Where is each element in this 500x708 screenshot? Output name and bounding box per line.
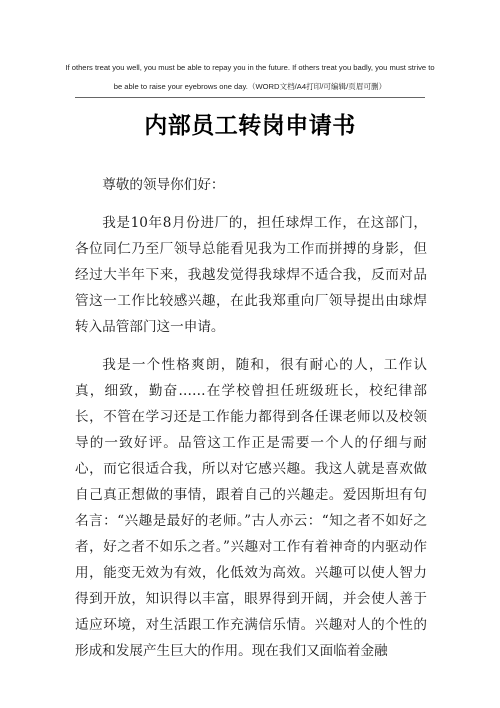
- document-title: 内部员工转岗申请书: [144, 113, 356, 139]
- salutation: 尊敬的领导你们好：: [102, 177, 225, 193]
- header-divider: [75, 97, 425, 98]
- document-body: [75, 172, 427, 664]
- page-header-note: [60, 58, 440, 96]
- header-note-line-1: If others treat you well, you must be able to repay you in the future. If others treat you badly, you must strive to: [65, 63, 435, 72]
- paragraph-2: 我是一个性格爽朗，随和，很有耐心的人，工作认真，细致，勤奋……在学校曾担任班级班长，校纪律部长，不管在学习还是工作能力都得到各任课老师以及校领导的一致好评。品管这工作正是需要一个人的仔细与耐心，而它很适合我，所以对它感兴趣。我这人就是喜欢做自己真正想做的事情，跟着自己的兴趣走。爱因斯坦有句名言：“兴趣是最好的老师。”古人亦云：“知之者不如好之者，好之者不如乐之者。”兴趣对工作有着神奇的内驱动作用，能变无效为有效，化低效为高效。兴趣可以使人智力得到开放，知识得以丰富，眼界得到开阔，并会使人善于适应环境，对生活跟工作充满信乐情。兴趣对人的个性的形成和发展产生巨大的作用。现在我们又面临着金融: [75, 357, 427, 659]
- header-note-line-2: be able to raise your eyebrows one day.（WORD文档/A4打印/可编辑/页眉可删）: [113, 82, 387, 91]
- paragraph-1: 我是10年8月份进厂的，担任球焊工作，在这部门，各位同仁乃至厂领导总能看见我为工作而拼搏的身影，但经过大半年下来，我越发觉得我球焊不适合我，反而对品管这一工作比较感兴趣，在此我郑重向厂领导提出由球焊转入品管部门这一申请。: [75, 215, 427, 335]
